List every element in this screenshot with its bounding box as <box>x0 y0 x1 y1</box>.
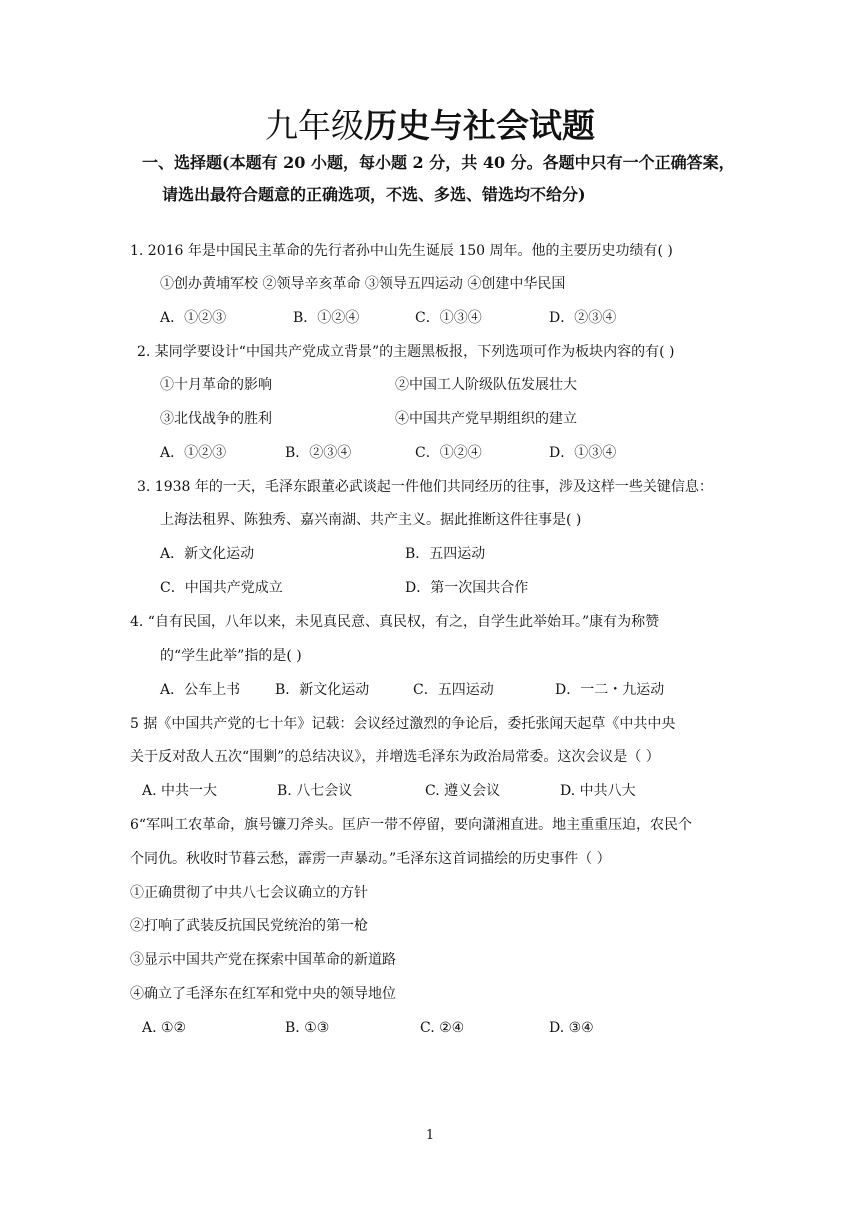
q5-stem-line1: 5 据《中国共产党的七十年》记载：会议经过激烈的争论后，委托张闻天起草《中共中央 <box>130 716 676 732</box>
q4-stem-line1: 4. “自有民国，八年以来，未见真民意、真民权，有之，自学生此举始耳。”康有为称赞 <box>130 614 660 630</box>
q1-option-a: A．①②③ <box>160 310 227 326</box>
q3-option-a: A．新文化运动 <box>160 546 255 562</box>
q6-item-4: ④确立了毛泽东在红军和党中央的领导地位 <box>130 986 396 1002</box>
q2-option-b: B．②③④ <box>285 445 352 461</box>
q1-items: ①创办黄埔军校 ②领导辛亥革命 ③领导五四运动 ④创建中华民国 <box>160 276 566 292</box>
q5-stem-line2: 关于反对敌人五次“围剿”的总结决议》，并增选毛泽东为政治局常委。这次会议是（ ） <box>130 749 660 765</box>
q6-item-3: ③显示中国共产党在探索中国革命的新道路 <box>130 952 396 968</box>
q4-option-a: A．公车上书 <box>160 682 241 698</box>
q6-item-1: ①正确贯彻了中共八七会议确立的方针 <box>130 885 368 901</box>
q2-item-2: ②中国工人阶级队伍发展壮大 <box>395 377 577 393</box>
q4-option-d: D．一二・九运动 <box>555 682 665 698</box>
q3-stem-line1: 3. 1938 年的一天，毛泽东跟董必武谈起一件他们共同经历的往事，涉及这样一些关键信息： <box>137 479 713 495</box>
q6-option-c: C. ②④ <box>420 1020 465 1036</box>
q5-option-c: C. 遵义会议 <box>425 783 501 799</box>
q4-option-c: C．五四运动 <box>413 682 494 698</box>
q6-item-2: ②打响了武装反抗国民党统治的第一枪 <box>130 918 368 934</box>
q5-option-b: B. 八七会议 <box>277 783 353 799</box>
page-title <box>0 104 860 148</box>
section-heading-line1: 一、选择题(本题有 20 小题，每小题 2 分，共 40 分。各题中只有一个正确答案， <box>142 153 735 172</box>
q2-item-4: ④中国共产党早期组织的建立 <box>395 411 577 427</box>
q1-option-d: D．②③④ <box>549 310 617 326</box>
q2-option-c: C．①②④ <box>415 445 482 461</box>
section-heading-line2: 请选出最符合题意的正确选项，不选、多选、错选均不给分) <box>162 185 586 204</box>
q2-stem: 2. 某同学要设计“中国共产党成立背景”的主题黑板报，下列选项可作为板块内容的有( ) <box>137 344 675 360</box>
page-number: 1 <box>425 1128 435 1143</box>
title-grade: 九年级 <box>265 106 364 145</box>
q6-stem-line2: 个同仇。秋收时节暮云愁，霹雳一声暴动。”毛泽东这首词描绘的历史事件（ ） <box>130 851 611 867</box>
q6-option-b: B. ①③ <box>285 1020 330 1036</box>
q2-option-a: A．①②③ <box>160 445 227 461</box>
q2-item-1: ①十月革命的影响 <box>160 377 272 393</box>
q1-stem: 1. 2016 年是中国民主革命的先行者孙中山先生诞辰 150 周年。他的主要历史功绩有( ) <box>130 243 673 259</box>
q1-option-c: C．①③④ <box>415 310 482 326</box>
q5-option-a: A. 中共一大 <box>142 783 218 799</box>
q3-option-d: D．第一次国共合作 <box>405 580 529 596</box>
q4-stem-line2: 的“学生此举”指的是( ) <box>160 648 302 664</box>
q1-option-b: B．①②④ <box>293 310 360 326</box>
q3-stem-line2: 上海法租界、陈独秀、嘉兴南湖、共产主义。据此推断这件往事是( ) <box>160 512 582 528</box>
q3-option-c: C．中国共产党成立 <box>160 580 283 596</box>
title-subject: 历史与社会试题 <box>364 106 595 145</box>
q6-stem-line1: 6“军叫工农革命，旗号镰刀斧头。匡庐一带不停留，要向潇湘直进。地主重重压迫，农民个 <box>130 817 693 833</box>
q4-option-b: B．新文化运动 <box>275 682 370 698</box>
q2-item-3: ③北伐战争的胜利 <box>160 411 272 427</box>
q2-option-d: D．①③④ <box>549 445 617 461</box>
q5-option-d: D. 中共八大 <box>560 783 636 799</box>
q3-option-b: B．五四运动 <box>405 546 486 562</box>
q6-option-d: D. ③④ <box>549 1020 594 1036</box>
q6-option-a: A. ①② <box>142 1020 187 1036</box>
